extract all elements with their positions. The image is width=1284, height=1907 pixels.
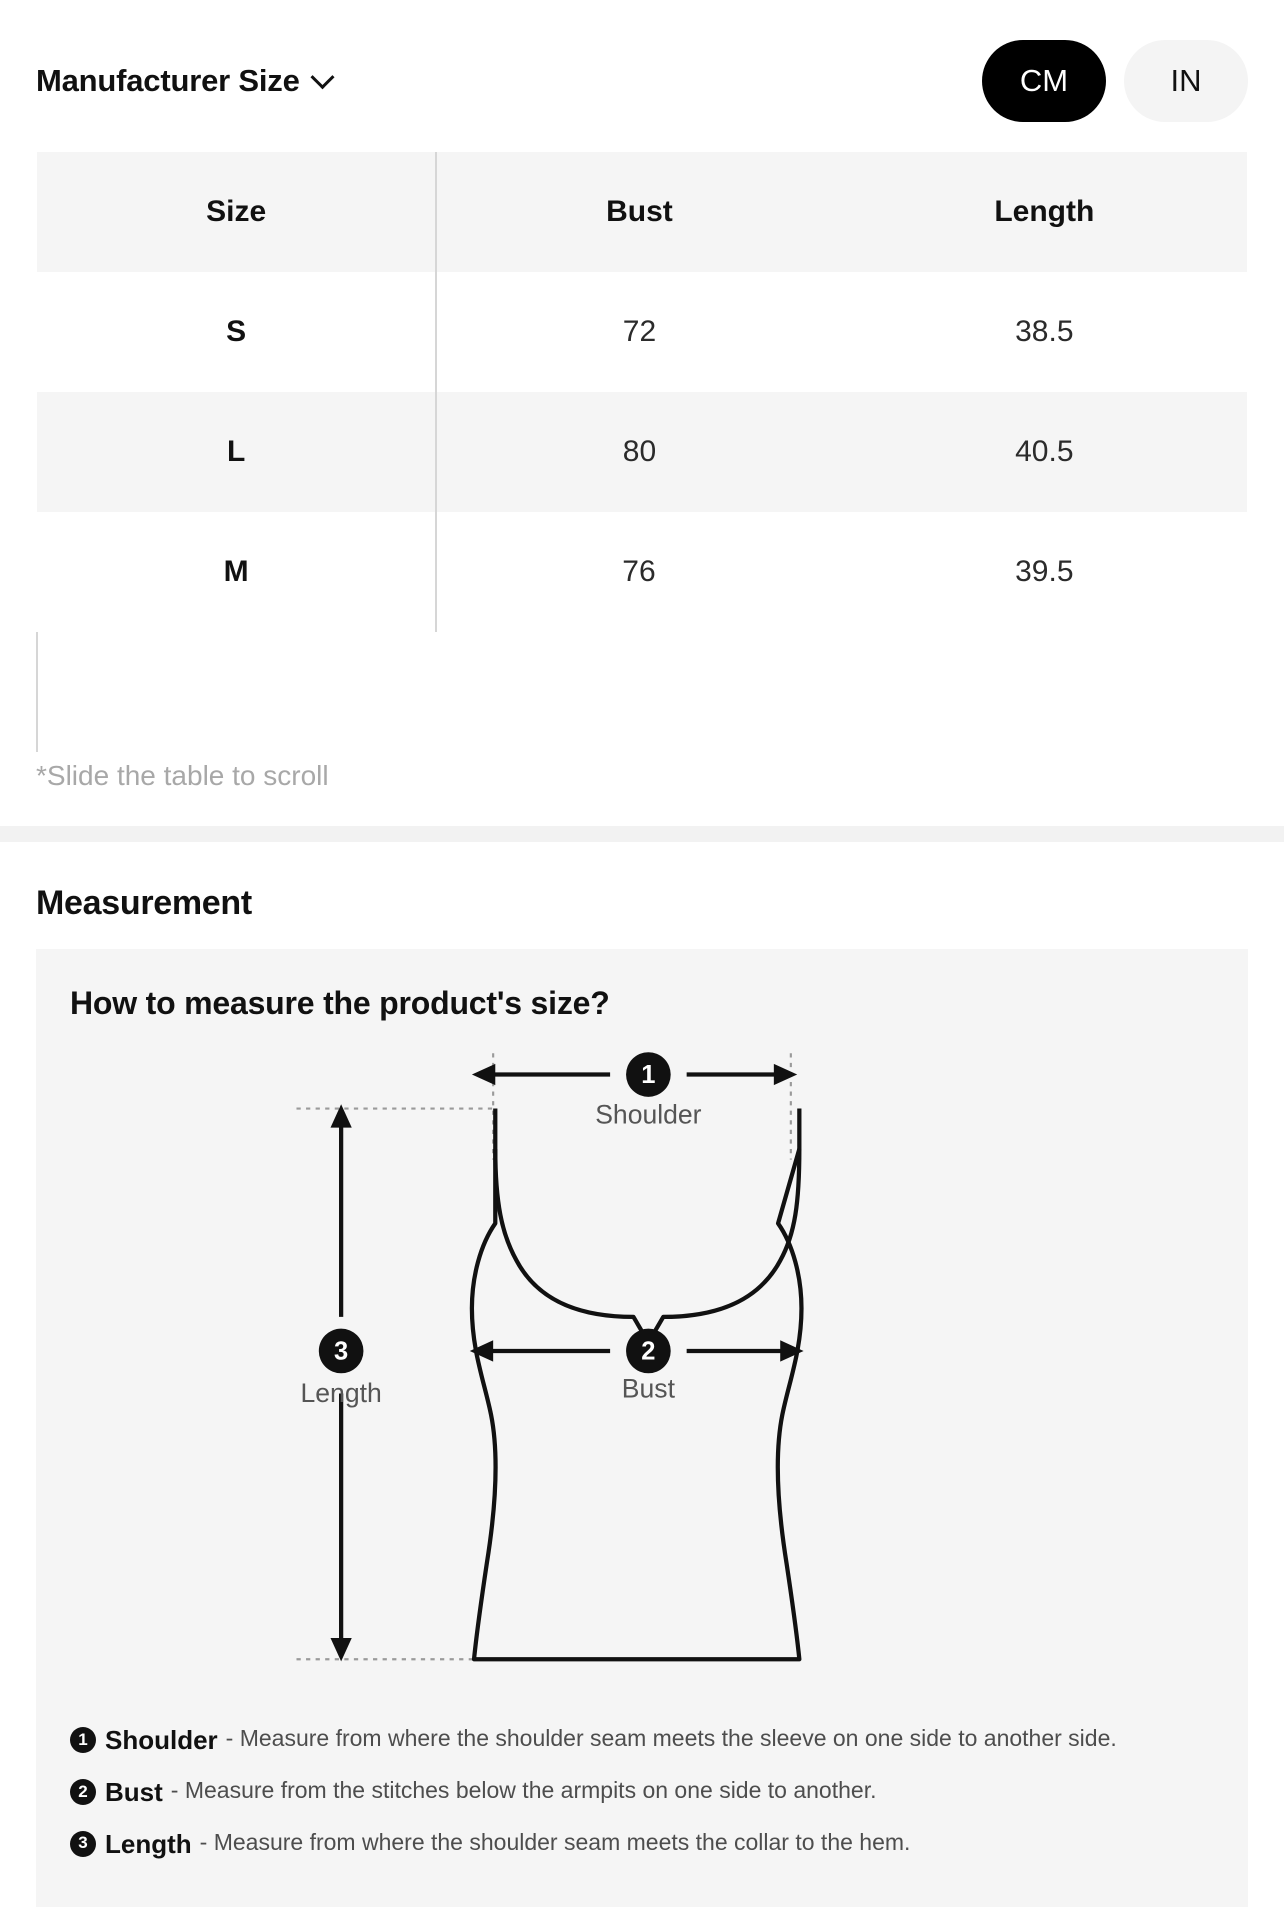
size-type-label: Manufacturer Size — [36, 63, 300, 98]
size-guide-header — [0, 0, 1284, 152]
size-table-head — [37, 152, 1247, 272]
legend-term-length: Length — [105, 1828, 192, 1859]
table-row — [37, 272, 1247, 392]
column-header-length: Length — [842, 152, 1247, 272]
cell-bust: 76 — [436, 512, 841, 632]
table-header-row — [37, 152, 1247, 272]
table-spacer — [842, 632, 1247, 752]
cell-size: S — [37, 272, 436, 392]
svg-text:3: 3 — [334, 1337, 349, 1366]
svg-text:1: 1 — [641, 1061, 656, 1090]
unit-button-in[interactable]: IN — [1124, 40, 1248, 122]
legend-desc-bust: - Measure from the stitches below the armpits on one side to another. — [170, 1777, 877, 1804]
table-row — [37, 512, 1247, 632]
measurement-card — [36, 949, 1248, 1907]
svg-text:Length: Length — [300, 1377, 382, 1408]
svg-text:Bust: Bust — [621, 1373, 675, 1404]
size-table — [36, 152, 1248, 752]
cell-bust: 80 — [436, 392, 841, 512]
column-header-bust: Bust — [436, 152, 841, 272]
measurement-section-title: Measurement — [36, 884, 252, 922]
unit-button-cm[interactable]: CM — [982, 40, 1106, 122]
table-bottom-rule-row — [37, 632, 1247, 752]
size-table-body — [37, 272, 1247, 752]
cell-size: L — [37, 392, 436, 512]
legend-item-length — [70, 1826, 1214, 1864]
svg-text:2: 2 — [641, 1337, 656, 1366]
badge-3-icon: 3 — [70, 1831, 96, 1857]
size-table-wrapper[interactable] — [0, 152, 1284, 752]
badge-1-icon: 1 — [70, 1727, 96, 1753]
legend-term-shoulder: Shoulder — [105, 1725, 218, 1756]
chevron-down-icon — [310, 65, 334, 89]
column-header-size: Size — [37, 152, 436, 272]
table-row — [37, 392, 1247, 512]
table-spacer — [436, 632, 841, 752]
cell-size: M — [37, 512, 436, 632]
svg-text:Shoulder: Shoulder — [595, 1099, 702, 1130]
unit-toggle — [982, 40, 1248, 122]
table-divider — [37, 632, 436, 752]
measurement-card-title: How to measure the product's size? — [70, 985, 610, 1021]
legend-desc-length: - Measure from where the shoulder seam meets the collar to the hem. — [199, 1828, 911, 1855]
cell-length: 38.5 — [842, 272, 1247, 392]
legend-desc-shoulder: - Measure from where the shoulder seam meets the sleeve on one side to another side. — [225, 1725, 1117, 1752]
scroll-hint: *Slide the table to scroll — [36, 760, 329, 791]
legend-item-shoulder — [70, 1722, 1214, 1760]
section-divider — [0, 826, 1284, 842]
badge-2-icon: 2 — [70, 1779, 96, 1805]
garment-measurement-diagram — [36, 1032, 1248, 1712]
cell-bust: 72 — [436, 272, 841, 392]
cell-length: 39.5 — [842, 512, 1247, 632]
cell-length: 40.5 — [842, 392, 1247, 512]
legend-item-bust — [70, 1774, 1214, 1812]
measurement-legend — [36, 1712, 1248, 1863]
legend-term-bust: Bust — [105, 1777, 163, 1808]
size-type-dropdown[interactable] — [36, 63, 331, 99]
